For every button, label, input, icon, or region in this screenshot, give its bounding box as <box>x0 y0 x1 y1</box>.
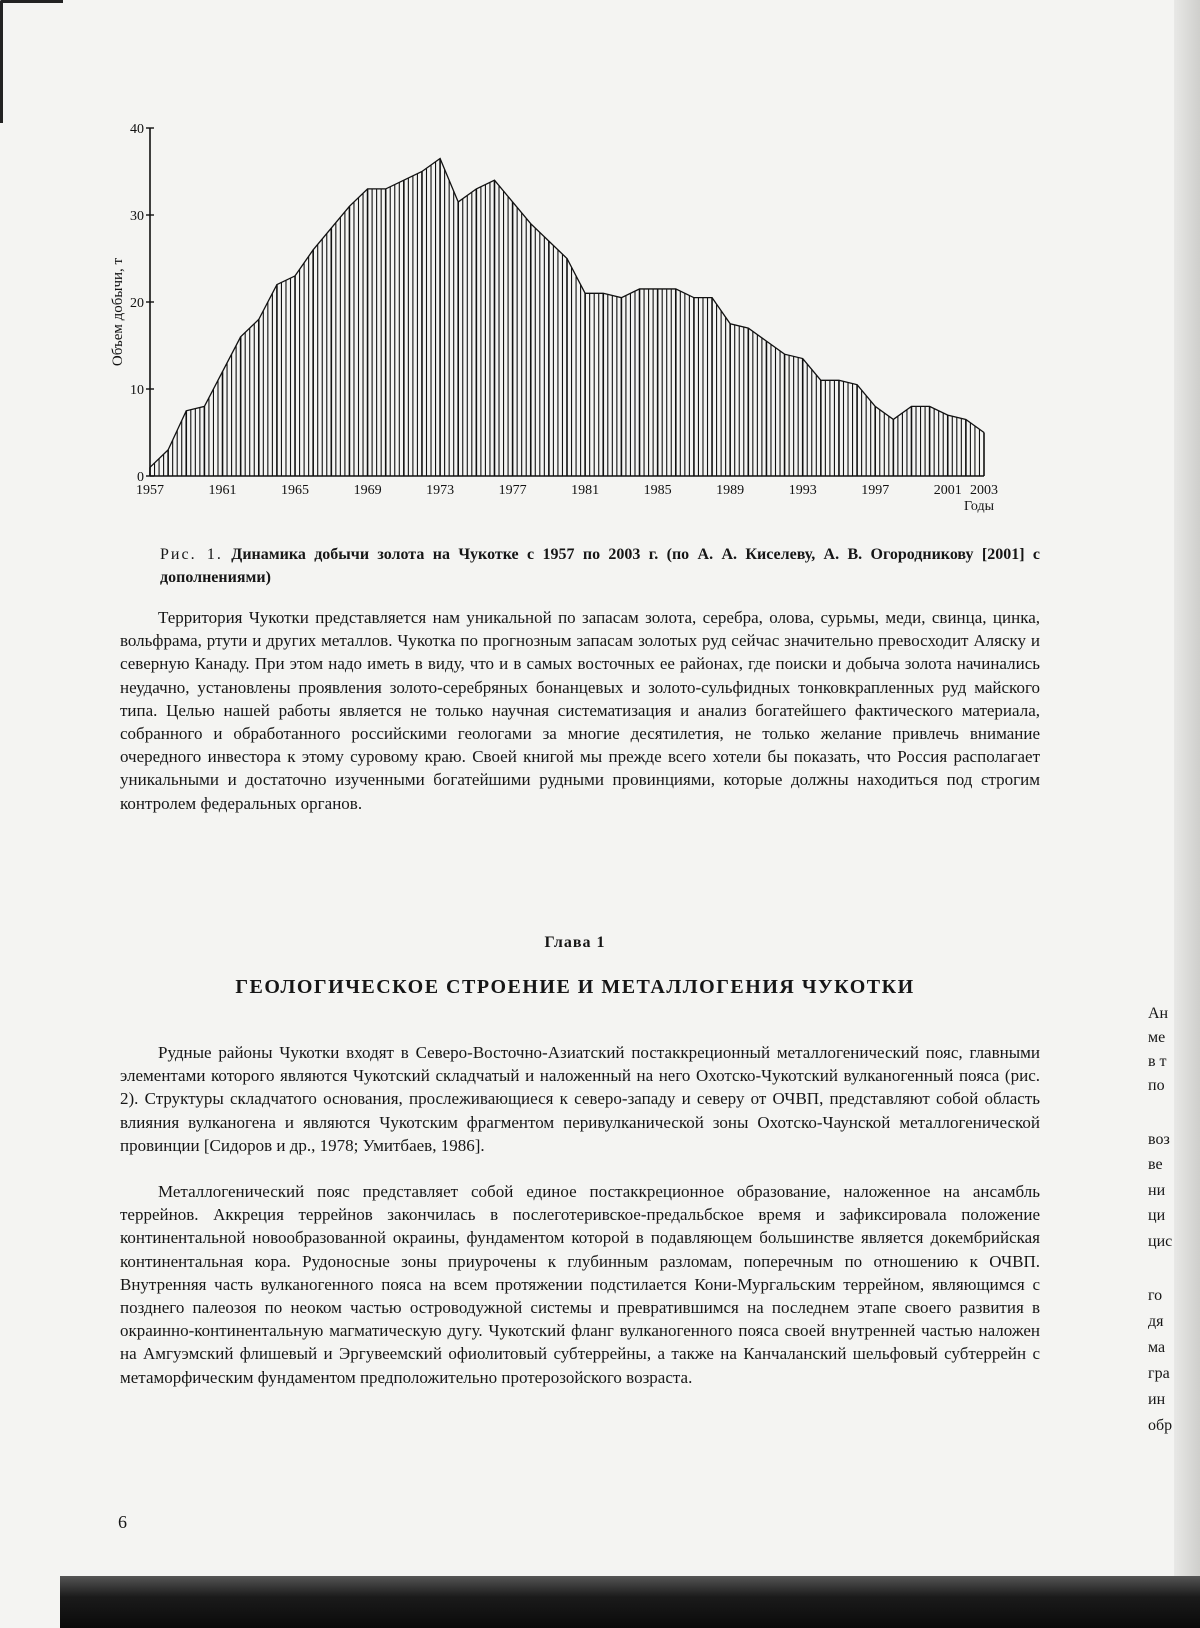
intro-paragraph: Территория Чукотки представляется нам уникальной по запасам золота, серебра, олова, сурьмы, меди, свинца, цинка, вольфрама, ртути и других металлов. Чукотка по прогнозным запасам золотых руд сейчас значительно превосходит Аляску и северную Канаду. При этом надо иметь в виду, что и в самых восточных ее районах, где поиски и добыча золота начинались неудачно, установлены проявления золото-серебряных бонанцевых и золото-сульфидных тонковкрапленных руд майского типа. Целью нашей работы является не только научная систематизация и анализ богатейшего фактического материала, собранного и обработанного российскими геологами за многие десятилетия, не только желание привлечь внимание очередного инвестора к этому суровому краю. Своей книгой мы прежде всего хотели бы показать, что Россия располагает уникальными и достаточно изученными богатейшими рудными провинциями, которые должны находиться под строгим контролем федеральных органов. <box>120 606 1040 815</box>
margin-fragment: Ан <box>1148 1004 1168 1024</box>
margin-fragment: в т <box>1148 1052 1167 1072</box>
margin-fragment: цис <box>1148 1232 1172 1252</box>
x-tick-label: 1989 <box>716 483 744 498</box>
margin-fragment: ма <box>1148 1338 1165 1358</box>
caption-text: Динамика добычи золота на Чукотке с 1957 по 2003 г. (по А. А. Киселеву, А. В. Огородникову [2001] с дополнениями) <box>160 546 1040 586</box>
bars-layer <box>150 158 984 476</box>
x-tick-label: 2003 <box>970 483 998 498</box>
y-tick-label: 0 <box>137 470 144 485</box>
paragraph-2: Металлогенический пояс представляет собой единое постаккреционное образование, наложенное на ансамбль террейнов. Аккреция террейнов закончилась в послеготеривское-предальбское время и зафиксировала положение континентальной новообразованной окраины, фундаментом которой в подавляющем большинстве является докембрийская континентальная кора. Рудоносные зоны приурочены к глубинным разломам, поперечным по отношению к ОЧВП. Внутренняя часть вулканогенного пояса на всем протяжении подстилается Кони-Мургальским террейном, являющимся с позднего палеозоя по неоком частью островодужной системы и превратившимся на последнем этапе своего развития в окраинно-континентальную магматическую дугу. Чукотский фланг вулканогенного пояса своей внутренней частью наложен на Амгуэмский флишевый и Эргувеемский офиолитовый субтеррейны, а также на Канчаланский шельфовый субтеррейн с метаморфическим фундаментом предположительно протерозойского возраста. <box>120 1180 1040 1389</box>
margin-fragment: по <box>1148 1076 1165 1096</box>
scan-shadow <box>60 1576 1200 1628</box>
paragraph-1: Рудные районы Чукотки входят в Северо-Восточно-Азиатский постаккреционный металлогенический пояс, главными элементами которого являются Чукотский складчатый и наложенный на него Охотско-Чукотский вулканогенный пояса (рис. 2). Структуры складчатого основания, прослеживающиеся к северо-западу и северу от ОЧВП, представляют собой область влияния вулканогена и являются Чукотским фрагментом перивулканической зоны Охотско-Чаунской металлогенической провинции [Сидоров и др., 1978; Умитбаев, 1986]. <box>120 1041 1040 1157</box>
x-tick-label: 1977 <box>499 483 527 498</box>
facing-page-edge <box>1174 0 1200 1628</box>
chapter-title: ГЕОЛОГИЧЕСКОЕ СТРОЕНИЕ И МЕТАЛЛОГЕНИЯ ЧУКОТКИ <box>0 976 1150 999</box>
y-tick-label: 10 <box>130 383 144 398</box>
x-tick-label: 1985 <box>644 483 672 498</box>
y-axis-label: Объем добычи, т <box>110 257 126 366</box>
caption-lead: Рис. 1. <box>160 546 223 563</box>
figure-caption <box>160 543 1040 589</box>
page-number: 6 <box>118 1512 127 1533</box>
x-tick-label: 1997 <box>861 483 889 498</box>
x-ticks <box>136 483 998 498</box>
margin-fragment: гра <box>1148 1364 1170 1384</box>
x-tick-label: 1957 <box>136 483 164 498</box>
page-edge <box>0 0 63 123</box>
x-tick-label: 1969 <box>354 483 382 498</box>
margin-fragment: воз <box>1148 1130 1170 1150</box>
margin-fragment: ни <box>1148 1181 1165 1201</box>
x-tick-label: 1961 <box>209 483 237 498</box>
chart-svg <box>112 118 1042 538</box>
y-tick-label: 20 <box>130 296 144 311</box>
margin-fragment: го <box>1148 1286 1162 1306</box>
margin-fragment: ве <box>1148 1155 1163 1175</box>
x-tick-label: 1981 <box>571 483 599 498</box>
x-tick-label: 1993 <box>789 483 817 498</box>
margin-fragment: дя <box>1148 1312 1164 1332</box>
y-tick-label: 40 <box>130 122 144 137</box>
x-axis-label: Годы <box>964 499 995 514</box>
x-tick-label: 2001 <box>934 483 962 498</box>
margin-fragment: ин <box>1148 1390 1165 1410</box>
margin-fragment: ме <box>1148 1028 1165 1048</box>
chapter-label: Глава 1 <box>0 934 1150 952</box>
margin-fragment: ци <box>1148 1206 1165 1226</box>
gold-production-chart <box>112 118 1042 538</box>
x-tick-label: 1973 <box>426 483 454 498</box>
margin-fragment: обр <box>1148 1416 1172 1436</box>
x-tick-label: 1965 <box>281 483 309 498</box>
y-tick-label: 30 <box>130 209 144 224</box>
